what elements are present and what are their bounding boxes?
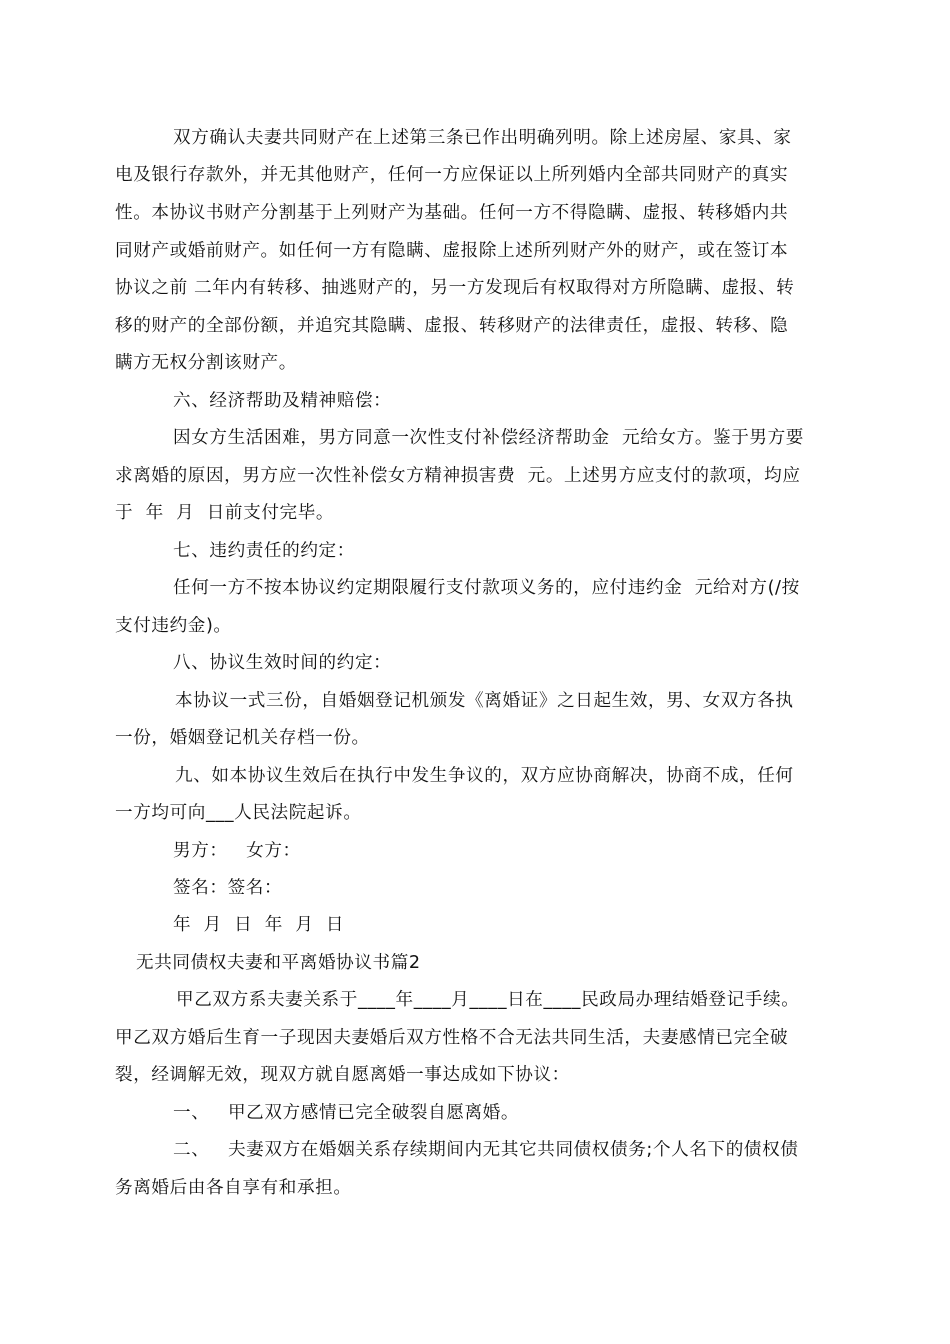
text-line: 一份，婚姻登记机关存档一份。 <box>115 728 370 748</box>
text-line: 支付违约金)。 <box>115 616 232 636</box>
text-line: 性。本协议书财产分割基于上列财产为基础。任何一方不得隐瞒、虚报、转移婚内共 <box>115 203 789 223</box>
text-line: 裂，经调解无效，现双方就自愿离婚一事达成如下协议： <box>115 1065 570 1085</box>
text-line: 电及银行存款外，并无其他财产，任何一方应保证以上所列婚内全部共同财产的真实 <box>115 165 789 185</box>
clause-line: 二、 夫妻双方在婚姻关系存续期间内无其它共同债权债务;个人名下的债权债 <box>173 1140 799 1160</box>
text-line: 同财产或婚前财产。如任何一方有隐瞒、虚报除上述所列财产外的财产，或在签订本 <box>115 241 789 261</box>
clause-line: 一、 甲乙双方感情已完全破裂自愿离婚。 <box>173 1103 520 1123</box>
text-line: 求离婚的原因，男方应一次性补偿女方精神损害费 元。上述男方应支付的款项，均应 <box>115 466 801 486</box>
article-title: 无共同债权夫妻和平离婚协议书篇2 <box>136 953 421 973</box>
text-line: 协议之前 二年内有转移、抽逃财产的，另一方发现后有权取得对方所隐瞒、虚报、转 <box>115 278 795 298</box>
signature-party-line: 男方： 女方： <box>173 841 301 861</box>
text-line: 九、如本协议生效后在执行中发生争议的，双方应协商解决，协商不成，任何 <box>175 766 794 786</box>
text-line: 双方确认夫妻共同财产在上述第三条已作出明确列明。除上述房屋、家具、家 <box>173 128 792 148</box>
text-line: 甲乙双方系夫妻关系于____年____月____日在____民政局办理结婚登记手续。 <box>176 990 800 1010</box>
text-line: 一方均可向___人民法院起诉。 <box>115 803 362 823</box>
text-line: 务离婚后由各自享有和承担。 <box>115 1178 352 1198</box>
section-heading: 七、违约责任的约定： <box>173 541 355 561</box>
text-line: 甲乙双方婚后生育一子现因夫妻婚后双方性格不合无法共同生活，夫妻感情已完全破 <box>115 1028 789 1048</box>
text-line: 于 年 月 日前支付完毕。 <box>115 503 335 523</box>
text-line: 任何一方不按本协议约定期限履行支付款项义务的，应付违约金 元给对方(/按 <box>173 578 800 598</box>
signature-line: 签名：签名： <box>173 878 283 898</box>
text-line: 移的财产的全部份额，并追究其隐瞒、虚报、转移财产的法律责任，虚报、转移、隐 <box>115 316 789 336</box>
text-line: 因女方生活困难，男方同意一次性支付补偿经济帮助金 元给女方。鉴于男方要 <box>173 428 804 448</box>
section-heading: 八、协议生效时间的约定： <box>173 653 392 673</box>
text-line: 瞒方无权分割该财产。 <box>115 353 297 373</box>
section-heading: 六、经济帮助及精神赔偿： <box>173 391 392 411</box>
text-line: 本协议一式三份，自婚姻登记机颁发《离婚证》之日起生效，男、女双方各执 <box>175 691 794 711</box>
date-line: 年 月 日 年 月 日 <box>173 915 345 935</box>
